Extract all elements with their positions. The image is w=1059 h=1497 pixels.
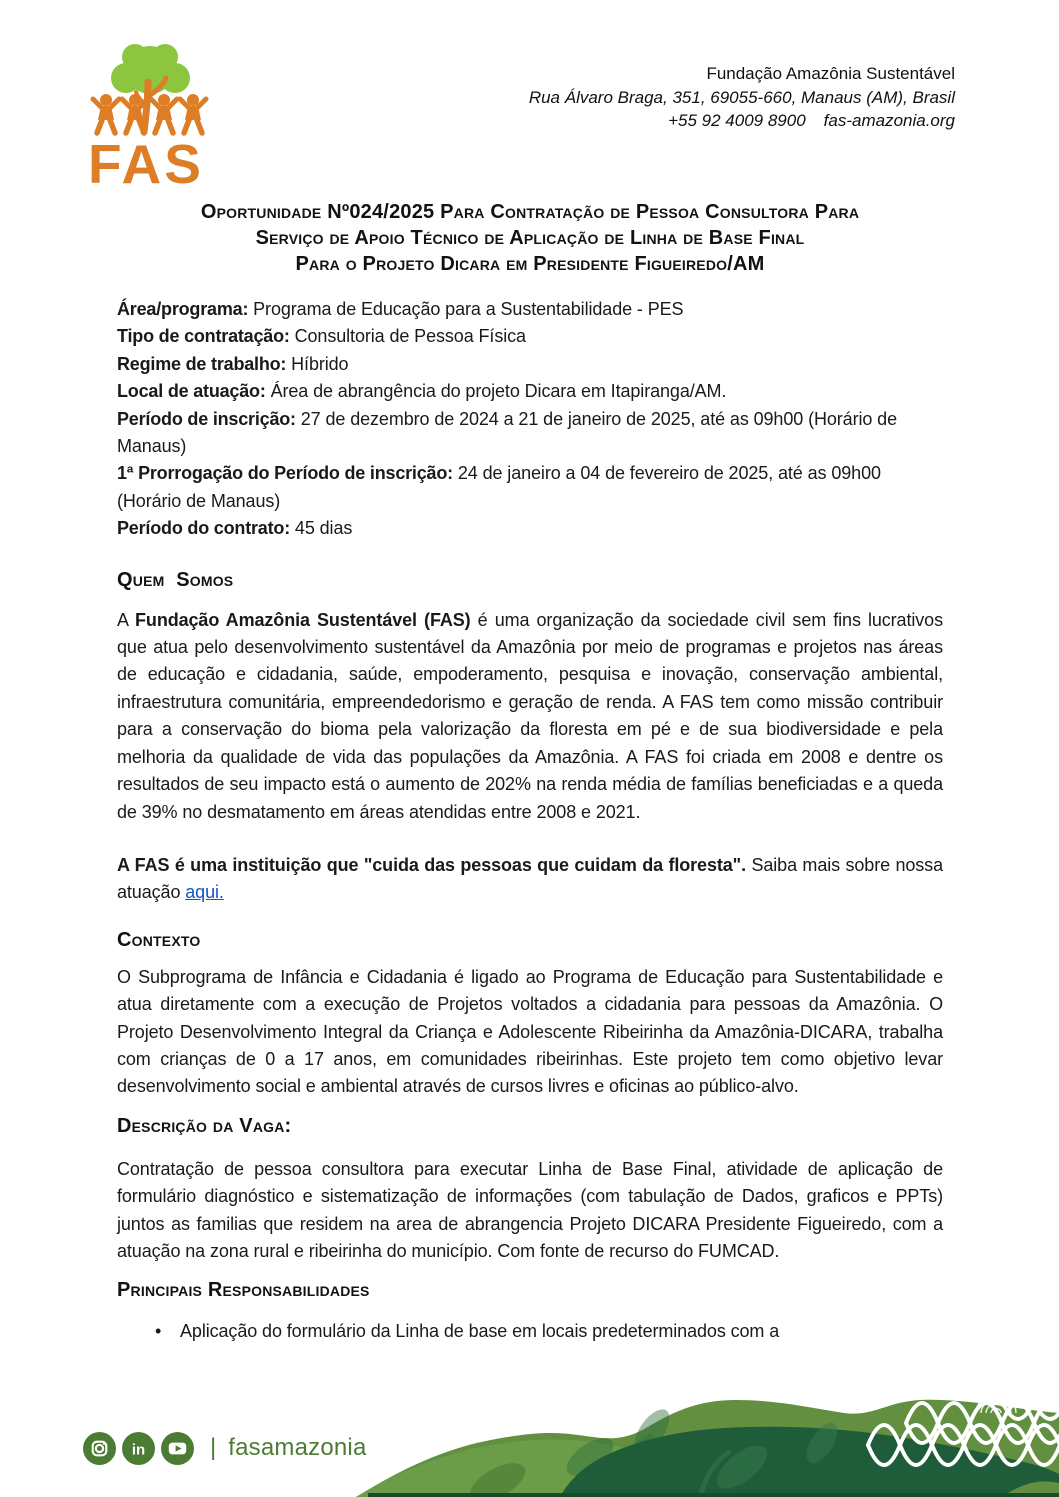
detail-row-periodo-inscricao [117, 406, 943, 461]
social-separator: | [210, 1434, 217, 1461]
tagline-bold: A FAS é uma instituição que "cuida das pessoas que cuidam da floresta". [117, 854, 746, 875]
org-name-bold: Fundação Amazônia Sustentável (FAS) [135, 609, 471, 630]
detail-value: Consultoria de Pessoa Física [294, 326, 526, 347]
title-line-1: Oportunidade Nº024/2025 Para Contratação de Pessoa Consultora Para [200, 201, 860, 223]
quem-somos-paragraph [117, 607, 943, 826]
tree-icon [111, 44, 190, 132]
section-heading-responsabilidades: Principais Responsabilidades [117, 1279, 370, 1302]
linkedin-icon[interactable] [122, 1432, 155, 1465]
paragraph-text: Saiba mais sobre nossa atuação [117, 854, 943, 903]
responsibilities-list [117, 1318, 943, 1345]
section-heading-quem-somos: Quem Somos [117, 568, 234, 591]
detail-label: Período do contrato: [117, 518, 290, 539]
responsibility-item: • Aplicação do formulário da Linha de base em locais predeterminados com a [117, 1318, 943, 1345]
detail-label: Regime de trabalho: [117, 353, 287, 374]
document-body [117, 296, 943, 1346]
detail-value: 24 de janeiro a 04 de fevereiro de 2025, até as 09h00 (Horário de Manaus) [117, 463, 881, 511]
fas-logo-graphic [90, 42, 212, 187]
detail-value: 27 de dezembro de 2024 a 21 de janeiro de 2025, até as 09h00 (Horário de Manaus) [117, 408, 898, 457]
instagram-icon[interactable] [83, 1432, 116, 1465]
svg-text:in: in [131, 1441, 146, 1458]
social-handle[interactable]: fasamazonia [228, 1434, 367, 1461]
org-phone-site [529, 109, 955, 133]
contexto-paragraph: O Subprograma de Infância e Cidadania é ligado ao Programa de Educação para Sustentabilidade e atua diretamente com a execução de Projetos voltados a cidadania para pessoas da Amazônia. O Projeto Desenvolvimento Integral da Criança e Adolescente Ribeirinha da Amazônia-DICARA, trabalha com crianças de 0 a 17 anos, em comunidades ribeirinhas. Este projeto tem como objetivo levar desenvolvimento social e ambiental através de cursos livres e oficinas ao público-alvo. [117, 966, 943, 1097]
org-website: fas-amazonia.org [823, 111, 955, 130]
detail-row-regime-trabalho [117, 351, 943, 378]
org-phone: +55 92 4009 8900 [668, 111, 806, 130]
detail-label: Local de atuação: [117, 381, 266, 402]
detail-label: Tipo de contratação: [117, 326, 290, 347]
detail-row-periodo-contrato [117, 515, 943, 542]
org-address: Rua Álvaro Braga, 351, 69055-660, Manaus (AM), Brasil [528, 87, 955, 107]
fas-wordmark: FAS [90, 133, 204, 187]
title-line-2: Serviço de Apoio Técnico de Aplicação de Linha de Base Final [255, 227, 805, 249]
title-line-3: Para o Projeto Dicara em Presidente Figueiredo/AM [295, 253, 765, 275]
org-name: Fundação Amazônia Sustentável [706, 64, 955, 83]
detail-value: Área de abrangência do projeto Dicara em Itapiranga/AM. [270, 381, 727, 402]
footer-bottom-strip [368, 1493, 1059, 1497]
detail-row-prorrogacao [117, 460, 943, 515]
detail-label: Área/programa: [117, 299, 249, 319]
detail-label: Período de inscrição: [117, 408, 296, 429]
paragraph-text: é uma organização da sociedade civil sem fins lucrativos que atua pelo desenvolvimento sustentável da Amazônia por meio de programas e projetos nas áreas de educação e cidadania, saúde, empoderamento, pesquisa e inovação, conservação ambiental, infraestrutura comunitária, empreendedorismo e geração de renda. A FAS tem como missão contribuir para a conservação do bioma pela valorização da floresta em pé e de sua biodiversidade e pela melhoria da qualidade de vida das populações da Amazônia. A FAS foi criada em 2008 e dentre os resultados de seu impacto está o aumento de 202% na renda média de famílias beneficiadas e a queda de 39% no desmatamento em áreas atendidas entre 2008 e 2021. [117, 609, 943, 822]
aqui-link[interactable]: aqui. [185, 882, 224, 903]
detail-row-local-atuacao [117, 378, 943, 405]
section-heading-contexto: Contexto [117, 928, 201, 951]
header-contact-block [529, 62, 955, 133]
youtube-icon[interactable] [161, 1432, 194, 1465]
paragraph-text: A [117, 609, 136, 630]
page-title [117, 199, 943, 277]
job-details [117, 296, 943, 543]
detail-row-tipo-contratacao [117, 323, 943, 350]
detail-value: Híbrido [291, 353, 349, 374]
fas-logo [90, 42, 212, 187]
detail-value: Programa de Educação para a Sustentabilidade - PES [253, 299, 684, 319]
descricao-paragraph: Contratação de pessoa consultora para executar Linha de Base Final, atividade de aplicação de formulário diagnóstico e sistematização de informações (com tabulação de Dados, graficos e PPTs) juntos as familias que residem na area de abrangencia Projeto DICARA Presidente Figueiredo, com a atuação na zona rural e ribeirinha do município. Com fonte de recurso do FUMCAD. [117, 1158, 943, 1261]
tagline-paragraph [117, 852, 943, 907]
detail-row-area-programa [117, 296, 943, 323]
detail-label: 1ª Prorrogação do Período de inscrição: [117, 463, 453, 484]
section-heading-descricao-vaga: Descrição da Vaga: [117, 1114, 292, 1137]
detail-value: 45 dias [294, 518, 353, 539]
footer-social-bar [83, 1431, 367, 1465]
